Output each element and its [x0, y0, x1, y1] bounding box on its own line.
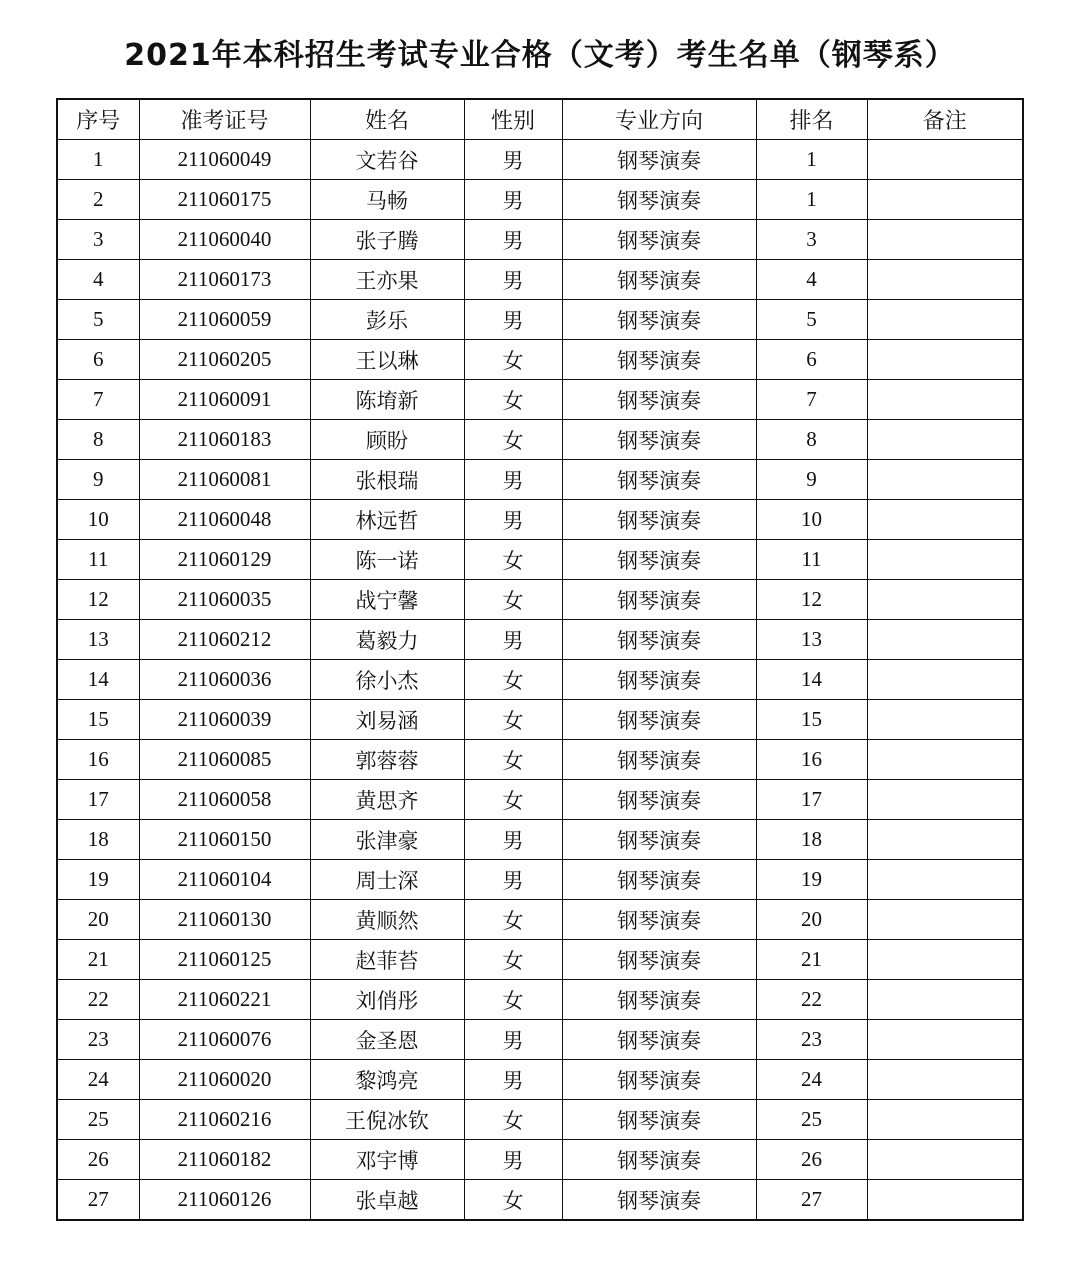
cell-major: 钢琴演奏 — [562, 940, 756, 980]
cell-major: 钢琴演奏 — [562, 540, 756, 580]
cell-name: 赵菲苔 — [310, 940, 464, 980]
table-body — [57, 140, 1023, 1221]
cell-major: 钢琴演奏 — [562, 780, 756, 820]
cell-name: 黎鸿亮 — [310, 1060, 464, 1100]
cell-remarks — [867, 940, 1023, 980]
cell-name: 张卓越 — [310, 1180, 464, 1221]
cell-serial: 6 — [57, 340, 139, 380]
header-name: 姓名 — [310, 99, 464, 140]
table-row — [57, 380, 1023, 420]
table-row — [57, 220, 1023, 260]
cell-gender: 女 — [464, 700, 562, 740]
header-major: 专业方向 — [562, 99, 756, 140]
cell-serial: 14 — [57, 660, 139, 700]
cell-major: 钢琴演奏 — [562, 1180, 756, 1221]
cell-name: 黄思齐 — [310, 780, 464, 820]
header-gender: 性别 — [464, 99, 562, 140]
cell-gender: 女 — [464, 340, 562, 380]
cell-major: 钢琴演奏 — [562, 820, 756, 860]
cell-gender: 男 — [464, 460, 562, 500]
cell-rank: 1 — [756, 140, 867, 180]
cell-rank: 21 — [756, 940, 867, 980]
cell-serial: 26 — [57, 1140, 139, 1180]
cell-remarks — [867, 620, 1023, 660]
cell-major: 钢琴演奏 — [562, 220, 756, 260]
cell-name: 林远哲 — [310, 500, 464, 540]
cell-remarks — [867, 180, 1023, 220]
cell-remarks — [867, 420, 1023, 460]
cell-major: 钢琴演奏 — [562, 980, 756, 1020]
candidate-table — [56, 98, 1024, 1221]
cell-major: 钢琴演奏 — [562, 860, 756, 900]
cell-remarks — [867, 1140, 1023, 1180]
cell-rank: 23 — [756, 1020, 867, 1060]
cell-rank: 6 — [756, 340, 867, 380]
cell-rank: 26 — [756, 1140, 867, 1180]
cell-name: 金圣恩 — [310, 1020, 464, 1060]
cell-name: 战宁馨 — [310, 580, 464, 620]
cell-remarks — [867, 300, 1023, 340]
cell-major: 钢琴演奏 — [562, 260, 756, 300]
table-row — [57, 740, 1023, 780]
table-row — [57, 1140, 1023, 1180]
cell-serial: 13 — [57, 620, 139, 660]
cell-serial: 2 — [57, 180, 139, 220]
cell-gender: 女 — [464, 900, 562, 940]
cell-serial: 22 — [57, 980, 139, 1020]
cell-major: 钢琴演奏 — [562, 1060, 756, 1100]
cell-remarks — [867, 780, 1023, 820]
cell-exam-id: 211060058 — [139, 780, 310, 820]
cell-gender: 女 — [464, 940, 562, 980]
table-row — [57, 1180, 1023, 1221]
cell-rank: 14 — [756, 660, 867, 700]
cell-gender: 女 — [464, 1100, 562, 1140]
cell-gender: 男 — [464, 140, 562, 180]
cell-exam-id: 211060048 — [139, 500, 310, 540]
table-row — [57, 1060, 1023, 1100]
cell-major: 钢琴演奏 — [562, 420, 756, 460]
header-exam-id: 准考证号 — [139, 99, 310, 140]
header-serial: 序号 — [57, 99, 139, 140]
cell-serial: 20 — [57, 900, 139, 940]
cell-exam-id: 211060076 — [139, 1020, 310, 1060]
table-row — [57, 1020, 1023, 1060]
table-header-row — [57, 99, 1023, 140]
cell-exam-id: 211060205 — [139, 340, 310, 380]
cell-exam-id: 211060212 — [139, 620, 310, 660]
cell-gender: 男 — [464, 1020, 562, 1060]
cell-rank: 7 — [756, 380, 867, 420]
cell-gender: 女 — [464, 660, 562, 700]
cell-rank: 15 — [756, 700, 867, 740]
cell-remarks — [867, 1100, 1023, 1140]
document-title: 2021年本科招生考试专业合格（文考）考生名单（钢琴系） — [124, 38, 956, 73]
cell-major: 钢琴演奏 — [562, 620, 756, 660]
cell-major: 钢琴演奏 — [562, 1140, 756, 1180]
cell-serial: 24 — [57, 1060, 139, 1100]
cell-exam-id: 211060059 — [139, 300, 310, 340]
cell-name: 郭蓉蓉 — [310, 740, 464, 780]
cell-major: 钢琴演奏 — [562, 300, 756, 340]
cell-name: 张根瑞 — [310, 460, 464, 500]
cell-exam-id: 211060091 — [139, 380, 310, 420]
cell-remarks — [867, 380, 1023, 420]
cell-major: 钢琴演奏 — [562, 1020, 756, 1060]
cell-name: 徐小杰 — [310, 660, 464, 700]
cell-serial: 4 — [57, 260, 139, 300]
cell-serial: 17 — [57, 780, 139, 820]
cell-remarks — [867, 500, 1023, 540]
cell-rank: 13 — [756, 620, 867, 660]
cell-major: 钢琴演奏 — [562, 900, 756, 940]
cell-gender: 男 — [464, 1060, 562, 1100]
cell-name: 陈一诺 — [310, 540, 464, 580]
table-row — [57, 580, 1023, 620]
cell-exam-id: 211060182 — [139, 1140, 310, 1180]
cell-serial: 9 — [57, 460, 139, 500]
cell-serial: 23 — [57, 1020, 139, 1060]
cell-major: 钢琴演奏 — [562, 140, 756, 180]
cell-gender: 男 — [464, 300, 562, 340]
cell-serial: 18 — [57, 820, 139, 860]
cell-serial: 5 — [57, 300, 139, 340]
cell-serial: 8 — [57, 420, 139, 460]
cell-exam-id: 211060175 — [139, 180, 310, 220]
cell-gender: 男 — [464, 1140, 562, 1180]
table-row — [57, 700, 1023, 740]
cell-serial: 19 — [57, 860, 139, 900]
cell-gender: 女 — [464, 420, 562, 460]
cell-remarks — [867, 660, 1023, 700]
cell-gender: 男 — [464, 860, 562, 900]
cell-name: 王亦果 — [310, 260, 464, 300]
cell-name: 彭乐 — [310, 300, 464, 340]
header-remarks: 备注 — [867, 99, 1023, 140]
cell-exam-id: 211060036 — [139, 660, 310, 700]
cell-serial: 25 — [57, 1100, 139, 1140]
cell-serial: 10 — [57, 500, 139, 540]
cell-rank: 18 — [756, 820, 867, 860]
cell-rank: 9 — [756, 460, 867, 500]
table-row — [57, 540, 1023, 580]
cell-rank: 10 — [756, 500, 867, 540]
table-row — [57, 500, 1023, 540]
cell-gender: 男 — [464, 820, 562, 860]
cell-exam-id: 211060020 — [139, 1060, 310, 1100]
cell-serial: 1 — [57, 140, 139, 180]
table-row — [57, 340, 1023, 380]
cell-gender: 女 — [464, 1180, 562, 1221]
cell-gender: 男 — [464, 260, 562, 300]
cell-remarks — [867, 580, 1023, 620]
cell-gender: 女 — [464, 580, 562, 620]
cell-rank: 4 — [756, 260, 867, 300]
cell-serial: 15 — [57, 700, 139, 740]
cell-major: 钢琴演奏 — [562, 1100, 756, 1140]
header-rank: 排名 — [756, 99, 867, 140]
table-row — [57, 1100, 1023, 1140]
cell-name: 黄顺然 — [310, 900, 464, 940]
cell-rank: 25 — [756, 1100, 867, 1140]
table-row — [57, 660, 1023, 700]
table-row — [57, 780, 1023, 820]
table-row — [57, 860, 1023, 900]
cell-rank: 22 — [756, 980, 867, 1020]
cell-major: 钢琴演奏 — [562, 500, 756, 540]
cell-major: 钢琴演奏 — [562, 180, 756, 220]
cell-remarks — [867, 140, 1023, 180]
cell-exam-id: 211060035 — [139, 580, 310, 620]
cell-exam-id: 211060216 — [139, 1100, 310, 1140]
cell-major: 钢琴演奏 — [562, 660, 756, 700]
cell-remarks — [867, 260, 1023, 300]
table-row — [57, 980, 1023, 1020]
cell-remarks — [867, 820, 1023, 860]
cell-name: 马畅 — [310, 180, 464, 220]
cell-major: 钢琴演奏 — [562, 580, 756, 620]
cell-gender: 女 — [464, 780, 562, 820]
cell-rank: 8 — [756, 420, 867, 460]
cell-gender: 男 — [464, 500, 562, 540]
cell-exam-id: 211060104 — [139, 860, 310, 900]
cell-exam-id: 211060081 — [139, 460, 310, 500]
cell-remarks — [867, 220, 1023, 260]
cell-name: 王倪冰钦 — [310, 1100, 464, 1140]
cell-rank: 20 — [756, 900, 867, 940]
table-row — [57, 180, 1023, 220]
cell-serial: 11 — [57, 540, 139, 580]
cell-gender: 女 — [464, 380, 562, 420]
cell-name: 王以琳 — [310, 340, 464, 380]
cell-major: 钢琴演奏 — [562, 740, 756, 780]
cell-rank: 19 — [756, 860, 867, 900]
cell-serial: 16 — [57, 740, 139, 780]
cell-gender: 女 — [464, 980, 562, 1020]
cell-name: 葛毅力 — [310, 620, 464, 660]
cell-remarks — [867, 540, 1023, 580]
cell-gender: 男 — [464, 620, 562, 660]
cell-major: 钢琴演奏 — [562, 700, 756, 740]
cell-exam-id: 211060183 — [139, 420, 310, 460]
cell-remarks — [867, 340, 1023, 380]
cell-rank: 11 — [756, 540, 867, 580]
cell-remarks — [867, 740, 1023, 780]
cell-exam-id: 211060125 — [139, 940, 310, 980]
cell-exam-id: 211060085 — [139, 740, 310, 780]
cell-remarks — [867, 1180, 1023, 1221]
cell-name: 张津豪 — [310, 820, 464, 860]
cell-serial: 21 — [57, 940, 139, 980]
cell-serial: 12 — [57, 580, 139, 620]
cell-major: 钢琴演奏 — [562, 380, 756, 420]
cell-exam-id: 211060049 — [139, 140, 310, 180]
cell-remarks — [867, 860, 1023, 900]
cell-remarks — [867, 1020, 1023, 1060]
cell-exam-id: 211060040 — [139, 220, 310, 260]
table-row — [57, 420, 1023, 460]
cell-remarks — [867, 980, 1023, 1020]
cell-rank: 5 — [756, 300, 867, 340]
cell-gender: 男 — [464, 180, 562, 220]
cell-major: 钢琴演奏 — [562, 340, 756, 380]
cell-name: 张子腾 — [310, 220, 464, 260]
cell-name: 陈堉新 — [310, 380, 464, 420]
cell-rank: 16 — [756, 740, 867, 780]
cell-remarks — [867, 460, 1023, 500]
cell-rank: 24 — [756, 1060, 867, 1100]
cell-exam-id: 211060126 — [139, 1180, 310, 1221]
table-row — [57, 620, 1023, 660]
cell-serial: 3 — [57, 220, 139, 260]
cell-name: 刘易涵 — [310, 700, 464, 740]
cell-rank: 1 — [756, 180, 867, 220]
cell-major: 钢琴演奏 — [562, 460, 756, 500]
table-row — [57, 900, 1023, 940]
cell-name: 邓宇博 — [310, 1140, 464, 1180]
cell-exam-id: 211060039 — [139, 700, 310, 740]
cell-exam-id: 211060150 — [139, 820, 310, 860]
cell-remarks — [867, 700, 1023, 740]
cell-exam-id: 211060129 — [139, 540, 310, 580]
cell-remarks — [867, 1060, 1023, 1100]
cell-remarks — [867, 900, 1023, 940]
cell-exam-id: 211060130 — [139, 900, 310, 940]
table-row — [57, 300, 1023, 340]
cell-serial: 7 — [57, 380, 139, 420]
cell-exam-id: 211060173 — [139, 260, 310, 300]
cell-rank: 17 — [756, 780, 867, 820]
cell-serial: 27 — [57, 1180, 139, 1221]
table-row — [57, 260, 1023, 300]
table-row — [57, 820, 1023, 860]
cell-gender: 女 — [464, 540, 562, 580]
cell-rank: 27 — [756, 1180, 867, 1221]
cell-exam-id: 211060221 — [139, 980, 310, 1020]
table-row — [57, 140, 1023, 180]
cell-gender: 男 — [464, 220, 562, 260]
cell-name: 周士深 — [310, 860, 464, 900]
cell-name: 文若谷 — [310, 140, 464, 180]
table-row — [57, 460, 1023, 500]
cell-gender: 女 — [464, 740, 562, 780]
cell-rank: 3 — [756, 220, 867, 260]
table-row — [57, 940, 1023, 980]
cell-rank: 12 — [756, 580, 867, 620]
cell-name: 刘俏彤 — [310, 980, 464, 1020]
cell-name: 顾盼 — [310, 420, 464, 460]
